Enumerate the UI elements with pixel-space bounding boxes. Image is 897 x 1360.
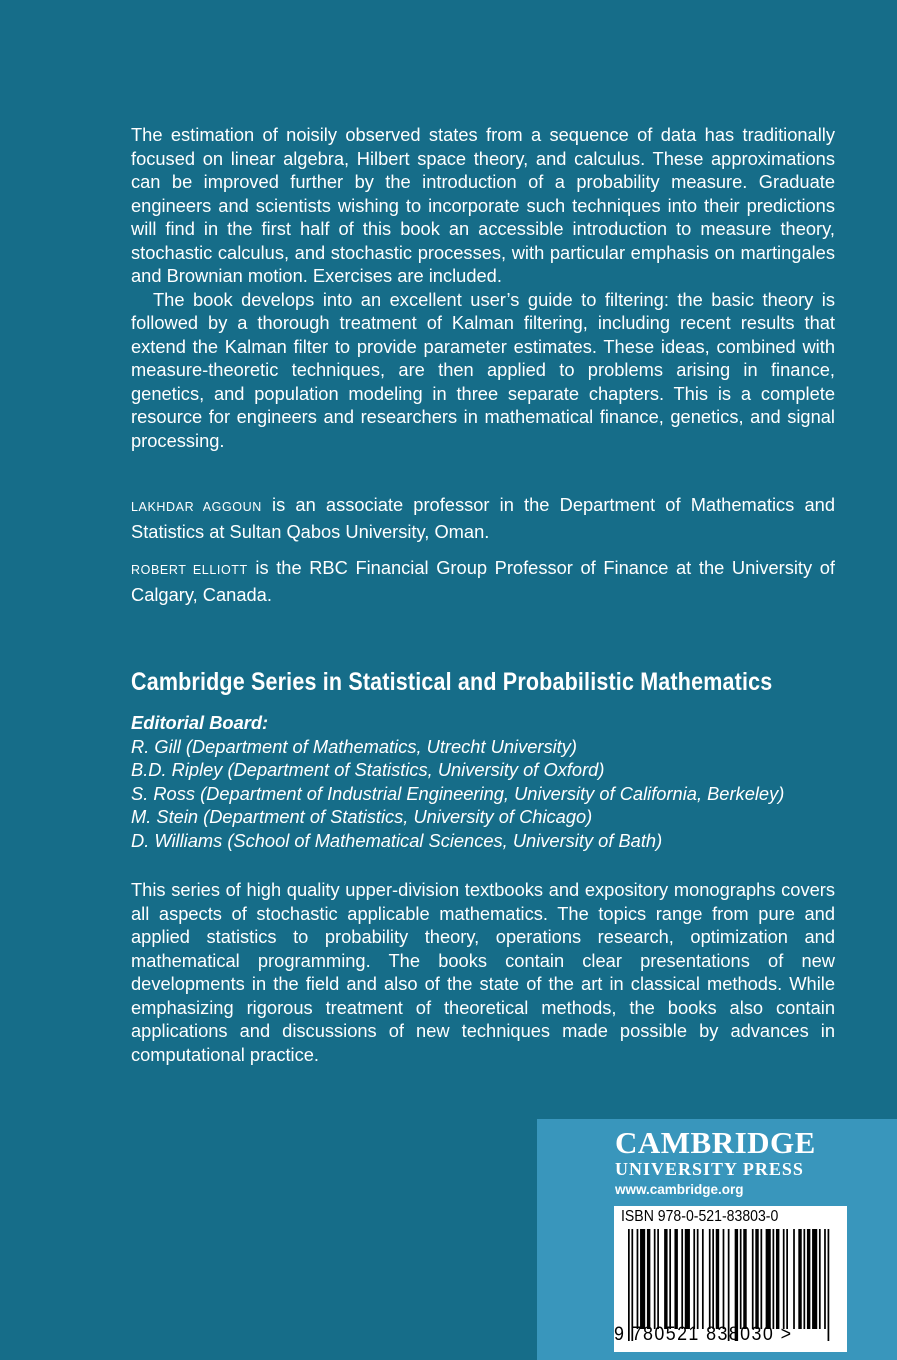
author-bio-text: is the RBC Financial Group Professor of Finance at the University of Calgary, Canada.	[131, 557, 835, 605]
editorial-board	[131, 711, 851, 853]
board-member: M. Stein (Department of Statistics, University of Chicago)	[131, 806, 593, 828]
author-name: ROBERT ELLIOTT	[131, 563, 248, 577]
board-member: D. Williams (School of Mathematical Sciences, University of Bath)	[131, 829, 663, 851]
isbn-barcode-box	[614, 1206, 847, 1352]
series-description-text: This series of high quality upper-division textbooks and expository monographs covers all aspects of stochastic applicable mathematics. The topics range from pure and applied statistics to probability theory, operations research, optimization and mathematical programming. The books contain clear presentations of new developments in the field and also of the state of the art in classical methods. While emphasizing rigorous treatment of theoretical methods, the books also contain applications and discussions of new techniques made possible by advances in computational practice.	[131, 879, 835, 1065]
series-description	[131, 878, 835, 1066]
publisher-url: www.cambridge.org	[615, 1182, 744, 1197]
isbn-label: ISBN 978-0-521-83803-0	[621, 1208, 779, 1225]
author-bio-text: is an associate professor in the Department of Mathematics and Statistics at Sultan Qabos University, Oman.	[131, 494, 835, 542]
description-paragraph-2: The book develops into an excellent user’s guide to filtering: the basic theory is followed by a thorough treatment of Kalman filtering, including recent results that extend the Kalman filter to provide parameter estimates. These ideas, combined with measure-theoretic techniques, are then applied to problems arising in finance, genetics, and population modeling in three separate chapters. This is a complete resource for engineers and researchers in mathematical finance, genetics, and signal processing.	[131, 288, 835, 451]
book-description	[131, 123, 835, 452]
editorial-board-heading: Editorial Board:	[131, 712, 269, 733]
publisher-logo-subtitle: UNIVERSITY PRESS	[615, 1159, 804, 1179]
description-paragraph-1: The estimation of noisily observed states from a sequence of data has traditionally focused on linear algebra, Hilbert space theory, and calculus. These approximations can be improved further by the introduction of a probability measure. Graduate engineers and scientists wishing to incorporate such techniques into their predictions will find in the first half of this book an accessible introduction to measure theory, stochastic calculus, and stochastic processes, with particular emphasis on martingales and Brownian motion. Exercises are included.	[131, 124, 835, 286]
publisher-logo-name: CAMBRIDGE	[615, 1125, 816, 1160]
series-title: Cambridge Series in Statistical and Probabilistic Mathematics	[131, 668, 773, 696]
board-member: B.D. Ripley (Department of Statistics, University of Oxford)	[131, 759, 605, 781]
author-bio-aggoun	[131, 493, 835, 543]
publisher-panel	[537, 1119, 897, 1360]
author-bio-elliott	[131, 556, 835, 606]
barcode-digits: 9 780521 838030 >	[614, 1324, 793, 1345]
board-member: S. Ross (Department of Industrial Engineering, University of California, Berkeley)	[131, 782, 785, 804]
board-member: R. Gill (Department of Mathematics, Utrecht University)	[131, 735, 577, 757]
author-name: LAKHDAR AGGOUN	[131, 500, 262, 514]
